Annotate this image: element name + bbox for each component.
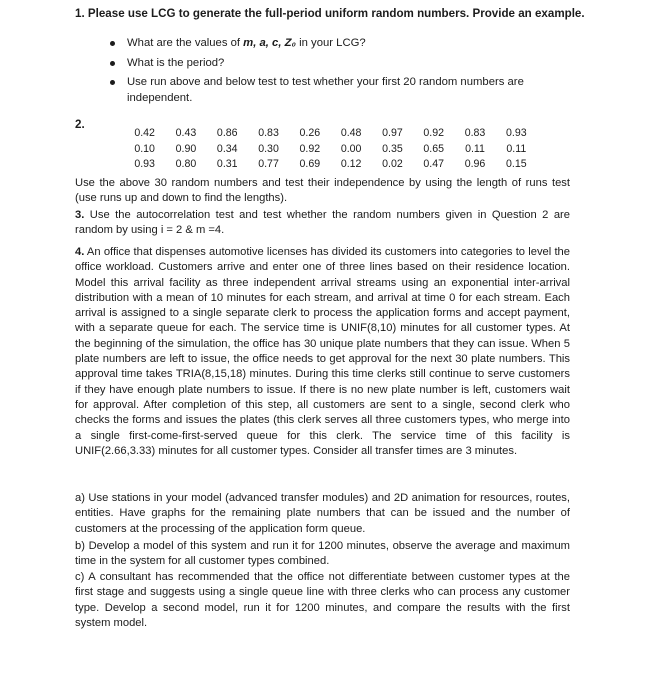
question-4	[75, 245, 570, 459]
table-cell: 0.80	[175, 158, 197, 170]
bullet-dot-icon	[110, 41, 115, 46]
table-cell: 0.77	[258, 158, 279, 170]
question-2-text: Use the above 30 random numbers and test their independence by using the length of runs test (use runs up and down to find the lengths).	[75, 177, 570, 205]
table-cell: 0.30	[258, 142, 279, 155]
table-cell: 0.86	[216, 127, 238, 139]
table-cell: 0.83	[464, 127, 486, 139]
bullet-item	[108, 75, 578, 106]
table-cell: 0.47	[423, 158, 445, 170]
bullet-dot-icon	[110, 61, 115, 66]
table-cell: 0.48	[340, 127, 362, 139]
question-3-number: 3.	[75, 209, 85, 221]
question-4-number: 4.	[75, 246, 85, 258]
question-1-title: 1. Please use LCG to generate the full-period uniform random numbers. Provide an example.	[75, 7, 585, 20]
table-cell: 0.31	[216, 158, 238, 170]
table-row	[124, 157, 537, 173]
bullet-item	[108, 56, 578, 72]
part-a-text: a) Use stations in your model (advanced transfer modules) and 2D animation for resources, routes, entities. Have graphs for the remaining plate numbers that can be issued and the number of customers at the processing of the application form queue.	[75, 492, 570, 535]
table-cell: 0.10	[134, 142, 155, 155]
lcg-parameters: m, a, c, Z₀	[243, 37, 296, 49]
table-cell: 0.00	[340, 142, 362, 155]
table-cell: 0.83	[258, 127, 279, 139]
question-3-text: Use the autocorrelation test and test whether the random numbers given in Question 2 are random by using i = 2 & m =4.	[75, 209, 570, 237]
table-cell: 0.90	[175, 142, 197, 155]
table-cell: 0.65	[423, 142, 445, 155]
table-cell: 0.35	[382, 142, 403, 155]
table-row	[124, 142, 537, 158]
table-cell: 0.11	[506, 142, 527, 155]
table-cell: 0.02	[382, 158, 403, 170]
table-cell: 0.15	[506, 158, 527, 170]
table-cell: 0.11	[465, 142, 485, 155]
part-c-text: c) A consultant has recommended that the office not differentiate between customer types at the first stage and suggests using a single queue line with three clerks who can process any customer type. Develop a second model, run it for 1200 minutes, and compare the results with the first system model.	[75, 571, 570, 629]
table-cell: 0.34	[216, 142, 238, 155]
table-cell: 0.93	[134, 158, 155, 170]
bullet-text-pre: What are the values of	[127, 37, 244, 49]
random-number-table	[124, 126, 537, 173]
bullet-item	[108, 36, 578, 52]
table-cell: 0.93	[506, 127, 527, 139]
table-cell: 0.96	[464, 158, 486, 170]
bullet-dot-icon	[110, 80, 115, 85]
bullet-text-post: in your LCG?	[295, 37, 366, 49]
table-cell: 0.69	[299, 158, 321, 170]
question-2-number: 2.	[75, 118, 85, 131]
table-cell: 0.92	[423, 127, 445, 139]
table-cell: 0.26	[299, 127, 321, 139]
question-4-text: An office that dispenses automotive licenses has divided its customers into categories to level the office workload. Customers arrive and enter one of three lines based on their residence location. Model this arrival facility as three independent arrival streams using an exponential inter-arrival distribution with a mean of 10 minutes for each stream, and arrival at time 0 for each stream. Each arrival is assigned to a single separate clerk to process the application forms and accept payment, with a separate queue for each. The service time is UNIF(8,10) minutes for all customer types. At the beginning of the simulation, the office has 30 unique plate numbers that they can issue. When 5 plate numbers are left to issue, the office needs to get approval for the next 30 plate numbers. This approval time takes TRIA(8,15,18) minutes. During this time clerks still continue to serve customers if they have enough plate numbers to issue. If there is no new plate number is left, customers wait for approval. After completion of this step, all customers are sent to a single, second clerk who checks the forms and issues the plates (this clerk serves all three customers types, who merge into a single first-come-first-served queue for this clerk. The service time of this facility is UNIF(2.66,3.33) minutes for all customer types. Consider all transfer times are 3 minutes.	[75, 246, 570, 457]
question-3	[75, 208, 570, 239]
bullet-text: Use run above and below test to test whether your first 20 random numbers are independent.	[127, 76, 524, 104]
part-b-text: b) Develop a model of this system and run it for 1200 minutes, observe the average and maximum time in the system for all customer types combined.	[75, 540, 570, 568]
question-1-bullets	[108, 36, 578, 110]
table-row	[124, 126, 537, 142]
table-cell: 0.12	[340, 158, 362, 170]
table-cell: 0.97	[382, 127, 403, 139]
table-cell: 0.42	[134, 127, 155, 139]
table-cell: 0.92	[299, 142, 321, 155]
table-cell: 0.43	[175, 127, 197, 139]
bullet-text: What is the period?	[127, 56, 225, 69]
